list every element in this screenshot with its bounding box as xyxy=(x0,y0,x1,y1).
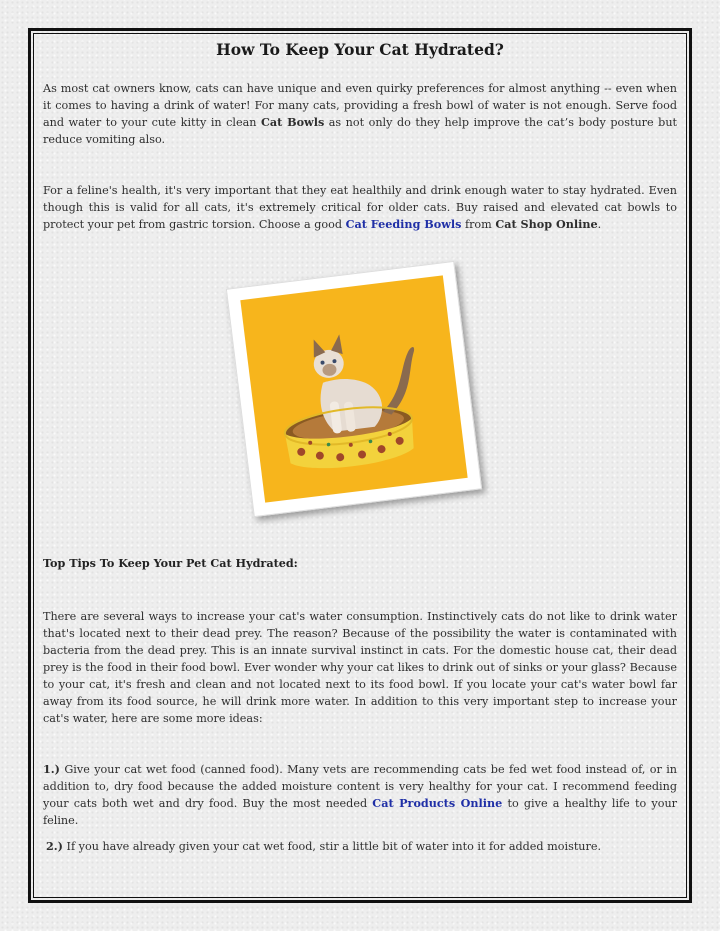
health-text-1: For a feline's health, it's very important that they eat healthily and drink enough water to stay hydrated. Even though this is valid for all cats, it's extremely critical for older cats. Buy raised and elevated cat bowls to protect your pet from gastric torsion. Choose a good xyxy=(43,184,677,231)
cat-feeding-bowls-link[interactable]: Cat Feeding Bowls xyxy=(345,217,462,231)
intro-text-1: As most cat owners know, cats can have unique and even quirky preferences for almost anything -- even when it comes to having a drink of water! For many cats, providing a fresh bowl of water is not enough. Serve food and water to your cute kitty in clean xyxy=(43,82,677,129)
tip-1-text-2: to give a healthy life to your feline. xyxy=(43,797,677,827)
consumption-paragraph: There are several ways to increase your cat's water consumption. Instinctively cats do not like to drink water that's located next to their dead prey. The reason? Because of the possibility the water is contaminated with bacteria from the dead prey. This is an innate survival instinct in cats. For the domestic house cat, their dead prey is the food in their food bowl. Ever wonder why your cat likes to drink out of sinks or your glass? Because to your cat, it's fresh and clean and not located next to its food bowl. If you locate your cat's water bowl far away from its food source, he will drink more water. In addition to this very important step to increase your cat's water, here are some more ideas: xyxy=(43,610,677,725)
cat-photo-frame xyxy=(226,261,482,517)
health-text-3: . xyxy=(597,218,602,231)
tip-1-text-1: Give your cat wet food (canned food). Many vets are recommending cats be fed wet food instead of, or in addition to, dry food because the added moisture content is very healthy for your cat. I recommend feeding your cats both wet and dry food. Buy the most needed xyxy=(43,763,677,810)
cat-products-online-link[interactable]: Cat Products Online xyxy=(372,796,503,810)
health-text-2: from xyxy=(461,218,496,231)
tip-2-text: If you have already given your cat wet food, stir a little bit of water into it for added moisture. xyxy=(62,840,602,853)
intro-text-2: as not only do they help improve the cat’s body posture but reduce vomiting also. xyxy=(43,116,678,146)
tip-1-number: 1.) xyxy=(43,762,60,776)
cat-illustration xyxy=(240,275,467,502)
tip-2-paragraph xyxy=(46,838,680,855)
tip-2-number: 2.) xyxy=(46,839,63,853)
tip-1-paragraph xyxy=(43,761,677,829)
page-title: How To Keep Your Cat Hydrated? xyxy=(216,40,504,59)
intro-paragraph xyxy=(43,80,677,148)
health-paragraph xyxy=(43,182,677,233)
cat-bowls-term: Cat Bowls xyxy=(260,115,325,129)
cat-on-scratcher-photo xyxy=(240,275,467,502)
tips-heading: Top Tips To Keep Your Pet Cat Hydrated: xyxy=(43,556,298,570)
cat-shop-online-term: Cat Shop Online xyxy=(495,217,598,231)
